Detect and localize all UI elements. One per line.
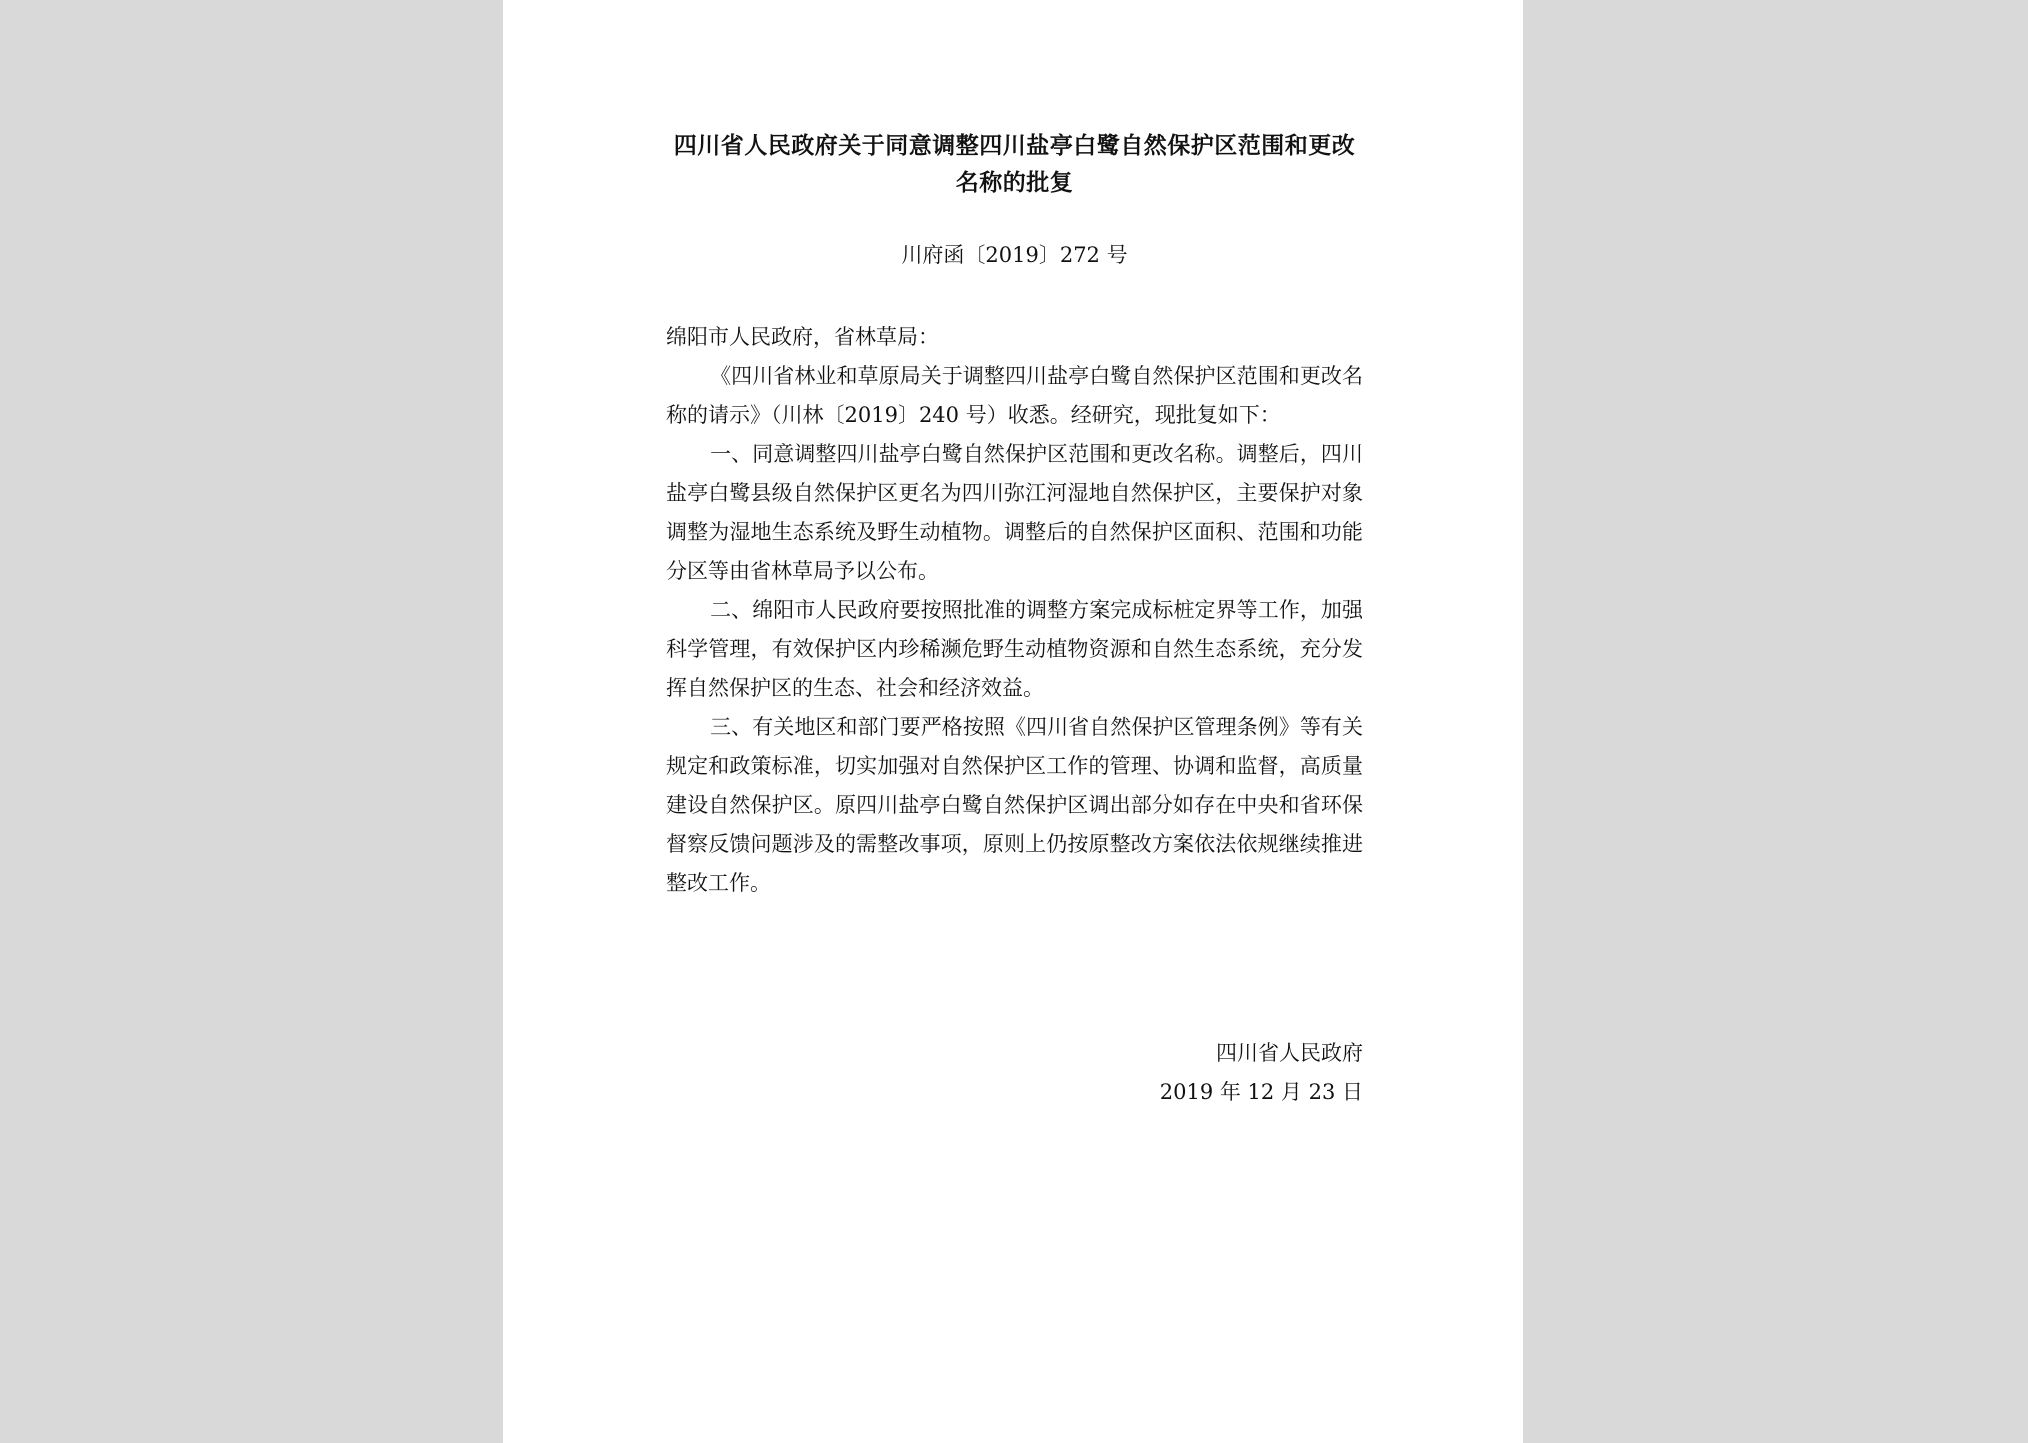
document-number: 川府函〔2019〕272 号 bbox=[901, 243, 1128, 267]
paragraph-item-2: 二、绵阳市人民政府要按照批准的调整方案完成标桩定界等工作，加强科学管理，有效保护区内珍稀濒危野生动植物资源和自然生态系统，充分发挥自然保护区的生态、社会和经济效益。 bbox=[666, 598, 1363, 700]
document-title bbox=[666, 128, 1363, 202]
paragraph-item-3: 三、有关地区和部门要严格按照《四川省自然保护区管理条例》等有关规定和政策标准，切实加强对自然保护区工作的管理、协调和监督，高质量建设自然保护区。原四川盐亭白鹭自然保护区调出部分如存在中央和省环保督察反馈问题涉及的需整改事项，原则上仍按原整改方案依法依规继续推进整改工作。 bbox=[666, 715, 1363, 895]
signature-block bbox=[666, 1034, 1363, 1114]
document-page bbox=[503, 0, 1523, 1443]
issuer-name: 四川省人民政府 bbox=[1216, 1041, 1363, 1065]
title-line-1: 四川省人民政府关于同意调整四川盐亭白鹭自然保护区范围和更改 bbox=[673, 133, 1356, 159]
document-body bbox=[666, 128, 1363, 903]
salutation: 绵阳市人民政府，省林草局： bbox=[666, 325, 939, 349]
paragraph-item-1: 一、同意调整四川盐亭白鹭自然保护区范围和更改名称。调整后，四川盐亭白鹭县级自然保护区更名为四川弥江河湿地自然保护区，主要保护对象调整为湿地生态系统及野生动植物。调整后的自然保护区面积、范围和功能分区等由省林草局予以公布。 bbox=[666, 442, 1363, 583]
paragraph-intro: 《四川省林业和草原局关于调整四川盐亭白鹭自然保护区范围和更改名称的请示》（川林〔2019〕240 号）收悉。经研究，现批复如下： bbox=[666, 364, 1363, 427]
title-line-2: 名称的批复 bbox=[955, 170, 1074, 196]
issue-date: 2019 年 12 月 23 日 bbox=[1159, 1080, 1363, 1104]
